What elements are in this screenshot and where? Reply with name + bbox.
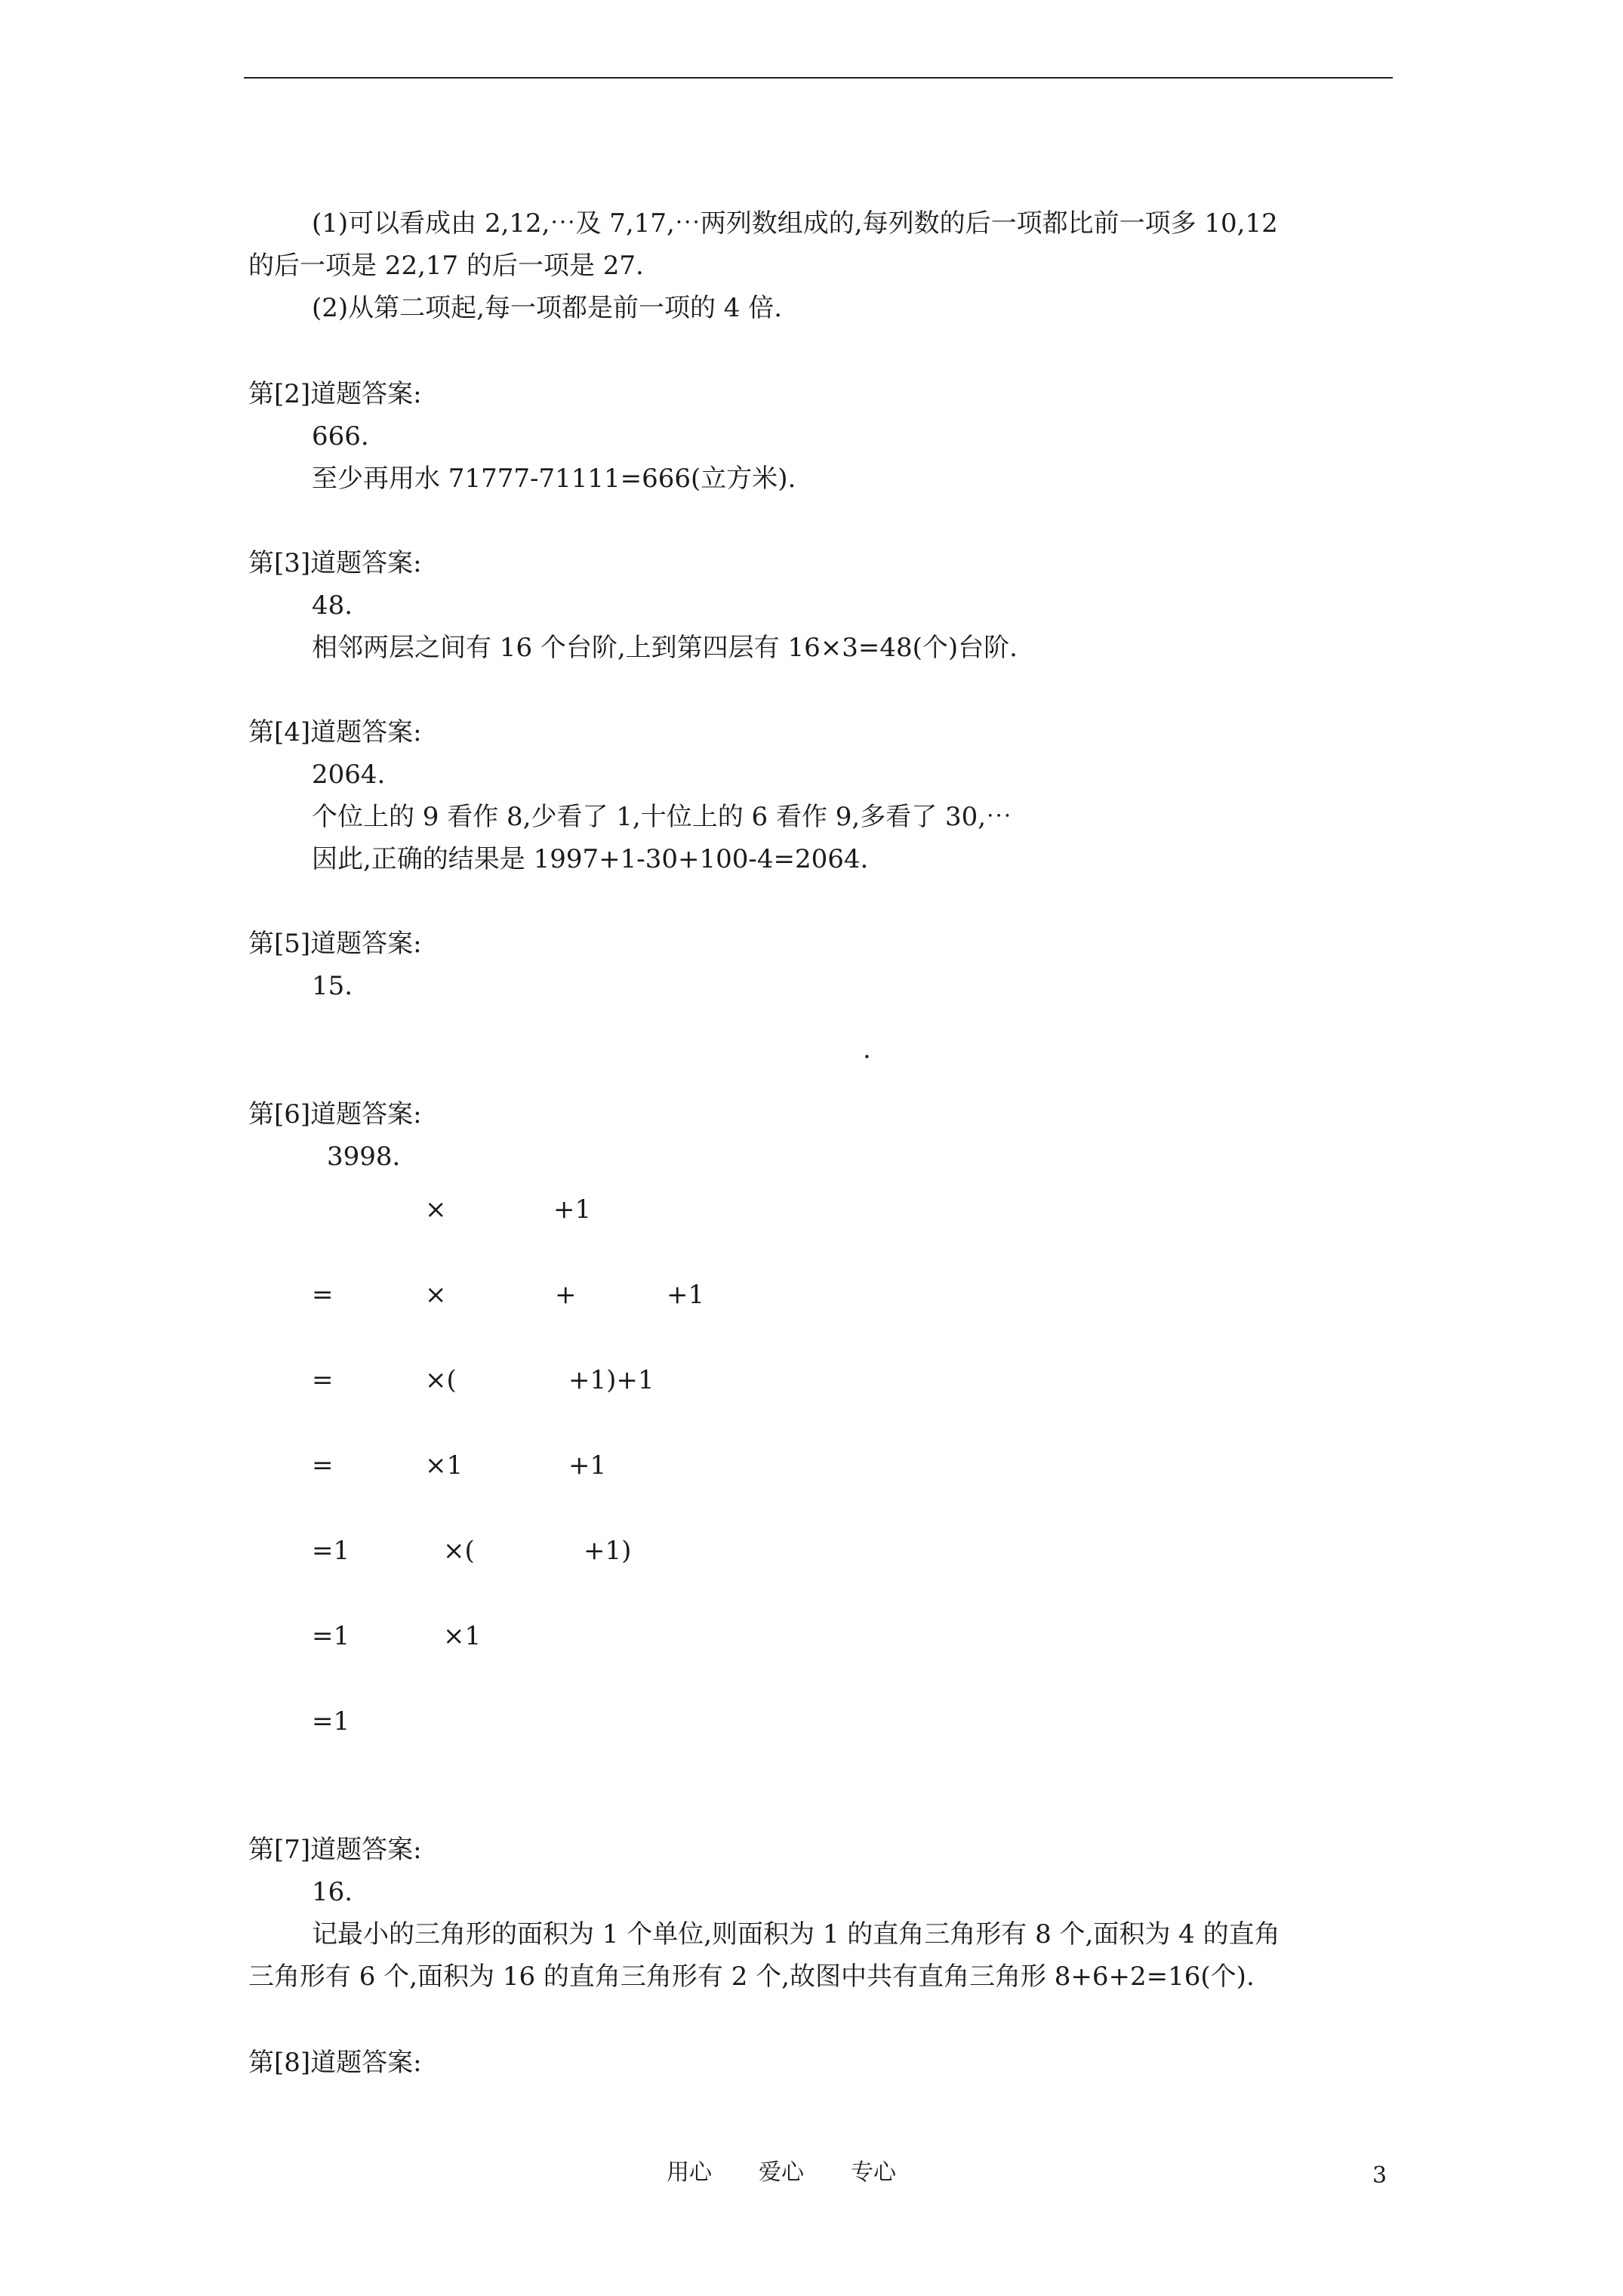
math-row-3-plus-one-paren: +1)+1 [568, 1365, 654, 1395]
answer-5-heading: 第[5]道题答案: [248, 929, 422, 959]
math-row-1-times: × [425, 1194, 447, 1225]
footer-motto-1: 用心 [667, 2159, 712, 2186]
footer-motto-3: 专心 [851, 2159, 896, 2186]
answer-7-result: 16. [312, 1877, 353, 1907]
answer-6-heading: 第[6]道题答案: [248, 1099, 422, 1130]
footer-motto-2: 爱心 [759, 2159, 804, 2186]
math-row-7-equals-one: =1 [312, 1706, 350, 1737]
answer-5-result: 15. [312, 971, 353, 1001]
sequence-explanation-line-3: (2)从第二项起,每一项都是前一项的 4 倍. [312, 293, 783, 323]
math-row-5-times-paren: ×( [443, 1536, 475, 1566]
answer-6-result: 3998. [327, 1142, 401, 1172]
answer-4-heading: 第[4]道题答案: [248, 717, 422, 747]
math-row-4-equals: = [312, 1450, 334, 1481]
answer-7-explanation-1: 记最小的三角形的面积为 1 个单位,则面积为 1 的直角三角形有 8 个,面积为 4 的直角 [312, 1919, 1280, 1949]
math-row-5-plus-one-paren: +1) [584, 1536, 632, 1566]
math-row-5-equals-one: =1 [312, 1536, 350, 1566]
page-number: 3 [1372, 2162, 1387, 2189]
answer-3-heading: 第[3]道题答案: [248, 548, 422, 578]
answer-2-heading: 第[2]道题答案: [248, 379, 422, 409]
footer-mottos [667, 2158, 943, 2188]
answer-7-explanation-2: 三角形有 6 个,面积为 16 的直角三角形有 2 个,故图中共有直角三角形 8+6+2=16(个). [248, 1962, 1255, 1992]
answer-2-result: 666. [312, 421, 369, 451]
answer-2-explanation: 至少再用水 71777-71111=666(立方米). [312, 464, 796, 494]
math-row-1-plus-one: +1 [553, 1194, 592, 1225]
math-row-2-plus-one: +1 [667, 1280, 705, 1310]
answer-3-result: 48. [312, 590, 353, 621]
math-row-6-times-one: ×1 [443, 1621, 482, 1651]
stray-dot-mark: . [863, 1034, 871, 1065]
answer-4-explanation-2: 因此,正确的结果是 1997+1-30+100-4=2064. [312, 844, 869, 874]
answer-3-explanation: 相邻两层之间有 16 个台阶,上到第四层有 16×3=48(个)台阶. [312, 633, 1018, 663]
header-rule [244, 77, 1393, 79]
answer-4-result: 2064. [312, 760, 386, 790]
math-row-3-equals: = [312, 1365, 334, 1395]
math-row-3-times-paren: ×( [425, 1365, 457, 1395]
sequence-explanation-line-2: 的后一项是 22,17 的后一项是 27. [248, 251, 644, 281]
math-row-4-times-one: ×1 [425, 1450, 463, 1481]
answer-8-heading: 第[8]道题答案: [248, 2048, 422, 2078]
math-row-2-equals: = [312, 1280, 334, 1310]
math-row-6-equals-one: =1 [312, 1621, 350, 1651]
sequence-explanation-line-1: (1)可以看成由 2,12,⋯及 7,17,⋯两列数组成的,每列数的后一项都比前一项多 10,12 [312, 208, 1278, 239]
math-row-2-times: × [425, 1280, 447, 1310]
math-row-2-plus: + [555, 1280, 577, 1310]
answer-7-heading: 第[7]道题答案: [248, 1835, 422, 1865]
answer-4-explanation-1: 个位上的 9 看作 8,少看了 1,十位上的 6 看作 9,多看了 30,⋯ [312, 802, 1012, 832]
math-row-4-plus-one: +1 [568, 1450, 607, 1481]
